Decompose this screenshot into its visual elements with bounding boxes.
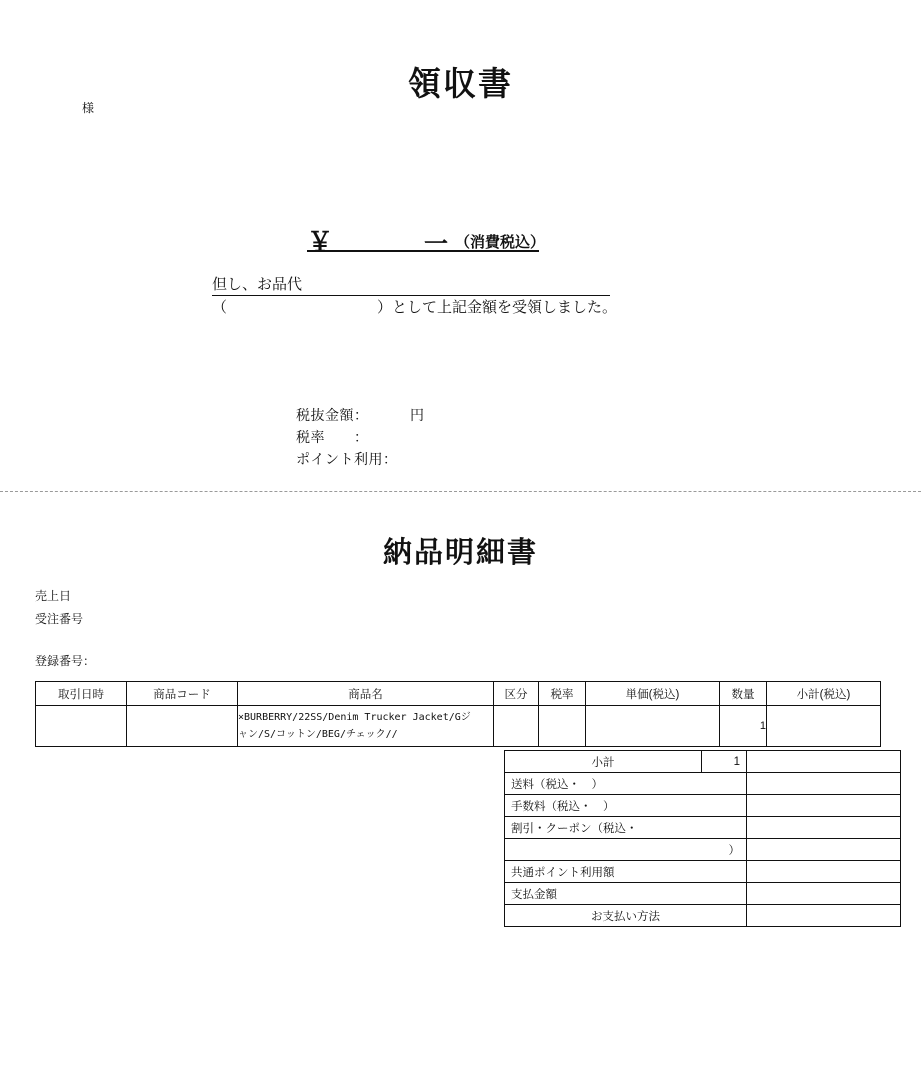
totals-table <box>504 750 901 927</box>
receipt-section <box>0 0 921 492</box>
totals-label-subtotal: 小計 <box>505 751 702 773</box>
totals-row-discount <box>505 817 901 839</box>
point-use-row <box>296 448 454 470</box>
totals-row-shipping <box>505 773 901 795</box>
tax-included-note: （消費税込） <box>455 234 546 251</box>
tax-excluded-label: 税抜金額： <box>296 407 369 423</box>
totals-amount-payment-method <box>747 905 901 927</box>
product-name-line2: ャン/S/コットン/BEG/チェック// <box>238 729 398 740</box>
cell-subtotal <box>767 706 881 747</box>
totals-label-discount-cont: ） <box>505 839 747 861</box>
point-use-label: ポイント利用： <box>296 451 398 467</box>
tax-rate-label: 税率 ： <box>296 429 369 445</box>
cell-rate <box>539 706 586 747</box>
totals-amount-points <box>747 861 901 883</box>
totals-label-fee: 手数料（税込・ ） <box>505 795 747 817</box>
section-divider <box>0 491 921 492</box>
note-statement <box>212 296 617 317</box>
cell-kubun <box>494 706 539 747</box>
totals-qty-subtotal: 1 <box>702 751 747 773</box>
column-header-name: 商品名 <box>238 682 494 706</box>
column-header-kubun: 区分 <box>494 682 539 706</box>
table-row <box>36 706 881 747</box>
receipt-title: 領収書 <box>408 65 513 102</box>
items-table <box>35 681 881 747</box>
sales-date-label: 売上日 <box>35 589 72 603</box>
note-paren-open: （ <box>212 299 228 316</box>
totals-amount-discount <box>747 817 901 839</box>
yen-symbol: ￥ <box>307 227 334 257</box>
tax-excluded-row <box>296 404 454 426</box>
addressee-field: 様 <box>82 101 95 115</box>
statement-title: 納品明細書 <box>382 537 538 569</box>
totals-label-shipping: 送料（税込・ ） <box>505 773 747 795</box>
totals-label-discount: 割引・クーポン（税込・ <box>505 817 747 839</box>
registration-no-label: 登録番号： <box>35 654 96 668</box>
totals-amount-fee <box>747 795 901 817</box>
column-header-code: 商品コード <box>127 682 238 706</box>
totals-amount-discount-cont <box>747 839 901 861</box>
cell-product-name <box>238 706 494 747</box>
amount-value: 一 <box>424 231 448 258</box>
totals-row-fee <box>505 795 901 817</box>
totals-label-payment-method: お支払い方法 <box>505 905 747 927</box>
totals-label-points: 共通ポイント利用額 <box>505 861 747 883</box>
column-header-unit-price: 単価(税込) <box>586 682 720 706</box>
totals-label-payment: 支払金額 <box>505 883 747 905</box>
order-no-label: 受注番号 <box>35 612 84 626</box>
cell-qty: 1 <box>720 706 767 747</box>
cell-date <box>36 706 127 747</box>
note-paren-rest: ）として上記金額を受領しました。 <box>377 299 618 316</box>
totals-amount-subtotal <box>747 751 901 773</box>
totals-row-points <box>505 861 901 883</box>
cell-unit-price <box>586 706 720 747</box>
totals-amount-shipping <box>747 773 901 795</box>
column-header-qty: 数量 <box>720 682 767 706</box>
totals-row-subtotal <box>505 751 901 773</box>
tax-rate-row <box>296 426 454 448</box>
totals-row-payment-method <box>505 905 901 927</box>
tax-summary-block <box>296 404 454 470</box>
column-header-date: 取引日時 <box>36 682 127 706</box>
totals-row-payment <box>505 883 901 905</box>
column-header-subtotal: 小計(税込) <box>767 682 881 706</box>
column-header-rate: 税率 <box>539 682 586 706</box>
tax-excluded-value: 円 <box>410 407 425 423</box>
totals-amount-payment <box>747 883 901 905</box>
note-label: 但し、お品代 <box>212 276 303 293</box>
product-name-line1: ×BURBERRY/22SS/Denim Trucker Jacket/Gジ <box>238 712 471 723</box>
totals-row-discount-cont <box>505 839 901 861</box>
statement-meta <box>35 585 83 631</box>
items-table-header-row <box>36 682 881 706</box>
cell-code <box>127 706 238 747</box>
